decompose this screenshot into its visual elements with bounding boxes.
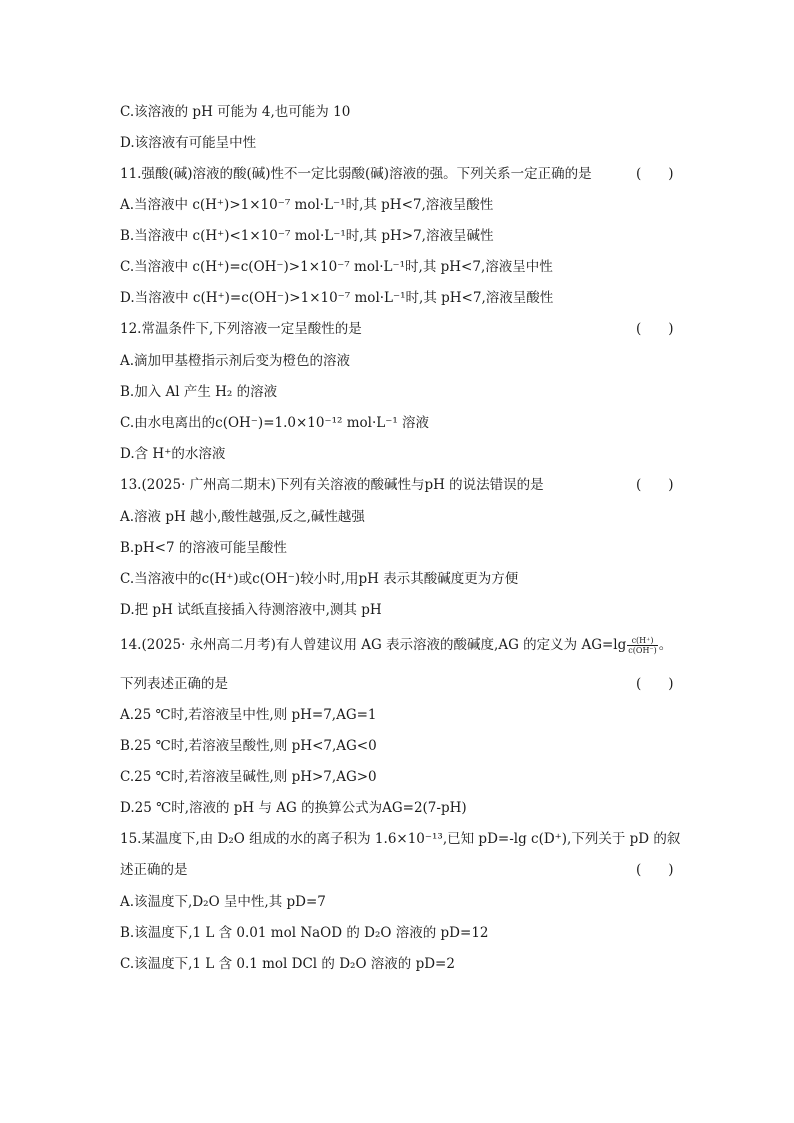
option-a13: A.溶液 pH 越小,酸性越强,反之,碱性越强 xyxy=(120,509,365,525)
answer-bracket-11: ( ) xyxy=(636,166,674,182)
option-a15: A.该温度下,D₂O 呈中性,其 pD=7 xyxy=(120,894,326,910)
answer-bracket-15: ( ) xyxy=(636,862,674,878)
option-b14: B.25 ℃时,若溶液呈酸性,则 pH<7,AG<0 xyxy=(120,738,377,754)
ag-fraction-denominator: c(OH⁻) xyxy=(628,646,657,655)
answer-bracket-13: ( ) xyxy=(636,477,674,493)
option-d12: D.含 H⁺的水溶液 xyxy=(120,446,226,462)
ag-fraction-numerator: c(H⁺) xyxy=(627,636,657,646)
ag-fraction xyxy=(627,636,657,655)
answer-bracket-12: ( ) xyxy=(636,321,674,337)
option-b13: B.pH<7 的溶液可能呈酸性 xyxy=(120,540,287,556)
option-c15: C.该温度下,1 L 含 0.1 mol DCl 的 D₂O 溶液的 pD=2 xyxy=(120,956,455,972)
question-12: 12.常温条件下,下列溶液一定呈酸性的是 xyxy=(120,321,362,337)
option-c11: C.当溶液中 c(H⁺)=c(OH⁻)>1×10⁻⁷ mol·L⁻¹时,其 pH<7,溶液呈中性 xyxy=(120,259,553,275)
question-15-continued: 述正确的是 xyxy=(120,862,188,878)
question-14 xyxy=(120,636,672,655)
option-b11: B.当溶液中 c(H⁺)<1×10⁻⁷ mol·L⁻¹时,其 pH>7,溶液呈碱性 xyxy=(120,228,494,244)
option-d11: D.当溶液中 c(H⁺)=c(OH⁻)>1×10⁻⁷ mol·L⁻¹时,其 pH<7,溶液呈酸性 xyxy=(120,290,554,306)
question-14-continued: 下列表述正确的是 xyxy=(120,676,228,692)
question-11: 11.强酸(碱)溶液的酸(碱)性不一定比弱酸(碱)溶液的强。下列关系一定正确的是 xyxy=(120,166,592,182)
question-15: 15.某温度下,由 D₂O 组成的水的离子积为 1.6×10⁻¹³,已知 pD=-lg c(D⁺),下列关于 pD 的叙 xyxy=(120,831,681,847)
option-c12: C.由水电离出的c(OH⁻)=1.0×10⁻¹² mol·L⁻¹ 溶液 xyxy=(120,415,430,431)
option-c14: C.25 ℃时,若溶液呈碱性,则 pH>7,AG>0 xyxy=(120,769,377,785)
question-14-prefix: 14.(2025· 永州高二月考)有人曾建议用 AG 表示溶液的酸碱度,AG 的定义为 AG=lg xyxy=(120,637,627,653)
option-a14: A.25 ℃时,若溶液呈中性,则 pH=7,AG=1 xyxy=(120,707,377,723)
option-d14: D.25 ℃时,溶液的 pH 与 AG 的换算公式为AG=2(7-pH) xyxy=(120,800,467,816)
option-c13: C.当溶液中的c(H⁺)或c(OH⁻)较小时,用pH 表示其酸碱度更为方便 xyxy=(120,571,519,587)
option-d13: D.把 pH 试纸直接插入待测溶液中,测其 pH xyxy=(120,602,382,618)
option-a12: A.滴加甲基橙指示剂后变为橙色的溶液 xyxy=(120,353,351,369)
option-d10: D.该溶液有可能呈中性 xyxy=(120,135,257,151)
option-b12: B.加入 Al 产生 H₂ 的溶液 xyxy=(120,384,278,400)
option-b15: B.该温度下,1 L 含 0.01 mol NaOD 的 D₂O 溶液的 pD=12 xyxy=(120,925,489,941)
option-c10: C.该溶液的 pH 可能为 4,也可能为 10 xyxy=(120,104,351,120)
question-13: 13.(2025· 广州高二期末)下列有关溶液的酸碱性与pH 的说法错误的是 xyxy=(120,477,544,493)
question-14-suffix: 。 xyxy=(658,637,673,653)
option-a11: A.当溶液中 c(H⁺)>1×10⁻⁷ mol·L⁻¹时,其 pH<7,溶液呈酸性 xyxy=(120,197,494,213)
answer-bracket-14: ( ) xyxy=(636,676,674,692)
